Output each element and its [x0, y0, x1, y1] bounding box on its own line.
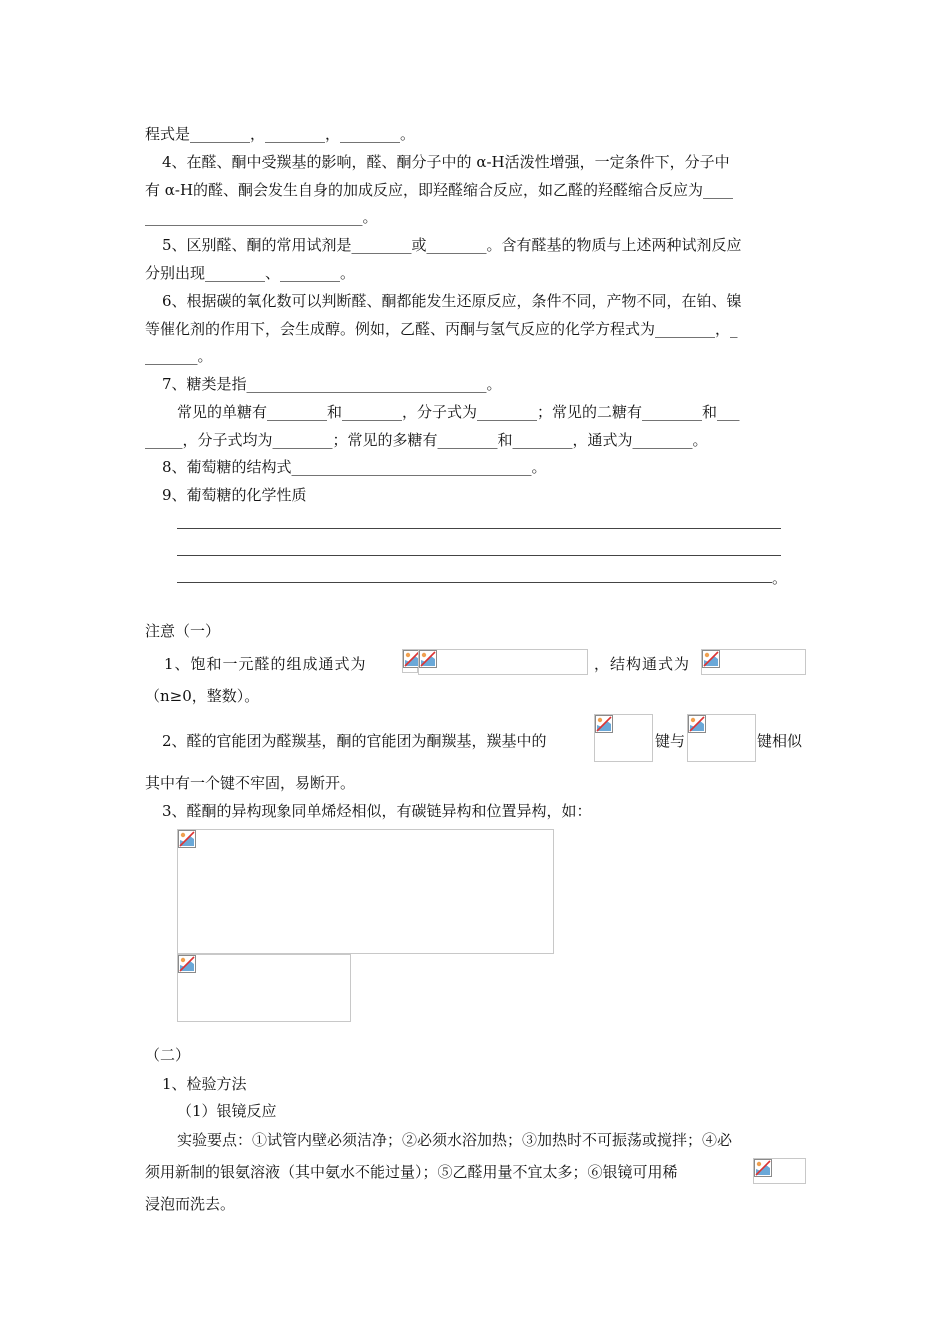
formula-image — [753, 1158, 806, 1184]
formula-image — [701, 649, 806, 675]
answer-line — [177, 528, 781, 529]
text-line: 7、糖类是指________________________________。 — [162, 375, 502, 393]
text-line: 常见的单糖有________和________，分子式为________；常见的二糖有________和___ — [177, 403, 740, 421]
broken-image-icon — [178, 830, 196, 848]
formula-image — [687, 714, 756, 762]
formula-image — [402, 649, 418, 673]
text-line: 3、醛酮的异构现象同单烯烃相似，有碳链异构和位置异构，如： — [162, 802, 592, 820]
text-line: 浸泡而洗去。 — [145, 1195, 236, 1213]
section-heading: （二） — [145, 1046, 191, 1064]
broken-image-icon — [754, 1159, 772, 1177]
text-line: 4、在醛、酮中受羰基的影响，醛、酮分子中的 α-H活泼性增强，一定条件下，分子中 — [162, 153, 730, 171]
text-line: 分别出现________、________。 — [145, 264, 356, 282]
text-line: _______。 — [145, 347, 213, 365]
text-line: （1）银镜反应 — [177, 1102, 277, 1120]
text-line: 5、区别醛、酮的常用试剂是________或________。含有醛基的物质与上述两种试剂反应 — [162, 236, 742, 254]
broken-image-icon — [178, 955, 196, 973]
text-line: ，结构通式为 — [594, 655, 691, 673]
text-line: _____，分子式均为________；常见的多糖有________和________，通式为________。 — [145, 431, 708, 449]
text-line: 其中有一个键不牢固，易断开。 — [145, 774, 356, 792]
isomer-image — [177, 829, 554, 954]
text-line: _____________________________。 — [145, 208, 378, 226]
broken-image-icon — [688, 715, 706, 733]
text-line: 2、醛的官能团为醛羰基，酮的官能团为酮羰基，羰基中的 — [162, 732, 547, 750]
text-line: 9、葡萄糖的化学性质 — [162, 486, 307, 504]
text-line: （n≥0，整数）。 — [145, 687, 260, 705]
text-line: 须用新制的银氨溶液（其中氨水不能过量）；⑤乙醛用量不宜太多；⑥银镜可用稀 — [145, 1163, 678, 1181]
text-line: 6、根据碳的氧化数可以判断醛、酮都能发生还原反应，条件不同，产物不同，在铂、镍 — [162, 292, 742, 310]
text-line: 键与 — [655, 732, 686, 750]
text-line: 实验要点：①试管内壁必须洁净；②必须水浴加热；③加热时不可振荡或搅拌；④必 — [177, 1131, 733, 1149]
text-line: 键相似 — [757, 732, 803, 750]
text-line: 1、检验方法 — [162, 1075, 247, 1093]
broken-image-icon — [419, 650, 437, 668]
formula-image — [594, 714, 653, 762]
section-heading: 注意（一） — [145, 622, 221, 640]
answer-line — [177, 555, 781, 556]
text-line: 程式是________，________，________。 — [145, 125, 416, 143]
text-line: 。 — [772, 569, 788, 587]
formula-image — [418, 649, 588, 675]
broken-image-icon — [702, 650, 720, 668]
text-line: 等催化剂的作用下，会生成醇。例如，乙醛、丙酮与氢气反应的化学方程式为________，_ — [145, 320, 738, 338]
text-line: 有 α-H的醛、酮会发生自身的加成反应，即羟醛缩合反应，如乙醛的羟醛缩合反应为____ — [145, 181, 734, 199]
text-line: 1、饱和一元醛的组成通式为 — [164, 655, 367, 673]
broken-image-icon — [595, 715, 613, 733]
text-line: 8、葡萄糖的结构式________________________________。 — [162, 458, 547, 476]
isomer-image — [177, 954, 351, 1022]
answer-line — [177, 582, 772, 583]
